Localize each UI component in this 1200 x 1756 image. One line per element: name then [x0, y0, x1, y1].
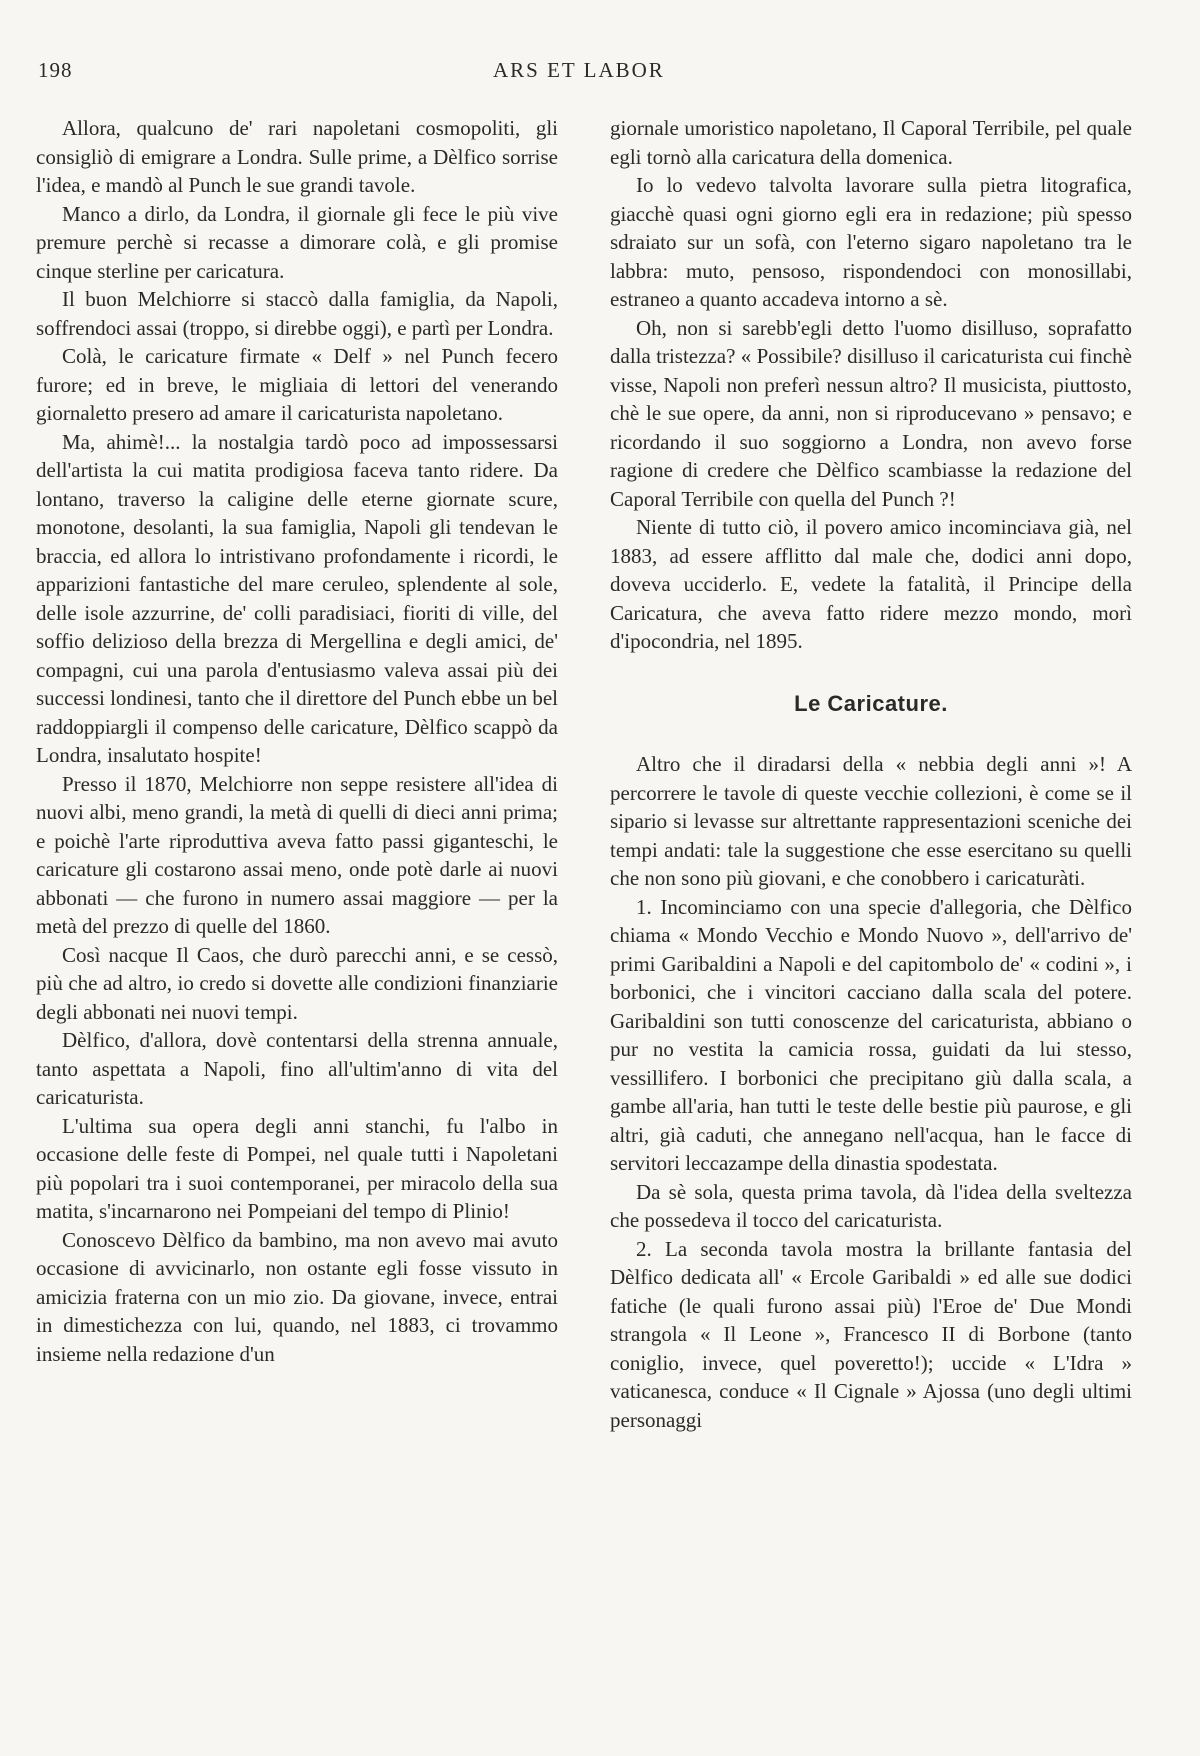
paragraph: Manco a dirlo, da Londra, il giornale gli fece le più vive premure perchè si recasse a dimorare colà, e gli promise cinque sterline per caricatura. [36, 201, 558, 283]
running-head [38, 58, 1160, 88]
paragraph: Dèlfico, d'allora, dovè contentarsi della strenna annuale, tanto aspettata a Napoli, fino all'ultim'anno di vita del caricaturista. [36, 1028, 558, 1109]
paragraph: Così nacque Il Caos, che durò parecchi anni, e se cessò, più che ad altro, io credo si dovette alle condizioni finanziarie degli abbonati nei nuovi tempi. [36, 942, 558, 1024]
paragraph: Da sè sola, questa prima tavola, dà l'idea della sveltezza che possedeva il tocco del caricaturista. [610, 1179, 1132, 1232]
paragraph: Io lo vedevo talvolta lavorare sulla pietra litografica, giacchè quasi ogni giorno egli era in redazione; più spesso sdraiato sur un sofà, con l'eterno sigaro napoletano tra le labbra: muto, pensoso, rispondendoci con monosillabi, estraneo a quanto accadeva intorno a sè. [610, 173, 1132, 311]
paragraph: Altro che il diradarsi della « nebbia degli anni »! A percorrere le tavole di queste vecchie collezioni, è come se il sipario si levasse sur altrettante rappresentazioni sceniche dei tempi andati: tale la suggestione che esse esercitano su quelli che non sono più giovani, e che conobbero i caricaturàti. [610, 752, 1132, 890]
paragraph: Il buon Melchiorre si staccò dalla famiglia, da Napoli, soffrendoci assai (troppo, si direbbe oggi), e partì per Londra. [36, 287, 558, 340]
section-title: Le Caricature. [794, 690, 948, 716]
paragraph: 1. Incominciamo con una specie d'allegoria, che Dèlfico chiama « Mondo Vecchio e Mondo Nuovo », dell'arrivo de' primi Garibaldini a Napoli e del capitombolo de' « codini », i borbonici, che i vincitori cacciano dalla scala del potere. Garibaldini son tutti conoscenze del caricaturista, abbiano o pur no vestita la camicia rossa, guidati da lui stesso, vessillifero. I borbonici che precipitano giù dalla scala, a gambe all'aria, han tutti le teste delle bestie più paurose, e gli altri, già caduti, che annegano nell'acqua, han le facce di servitori leccazampe della dinastia spodestata. [610, 894, 1132, 1175]
paragraph: Ma, ahimè!... la nostalgia tardò poco ad impossessarsi dell'artista la cui matita prodigiosa faceva tanto ridere. Da lontano, traverso la caligine delle eterne giornate scure, monotone, desolanti, la sua famiglia, Napoli gli tendevan le braccia, ed allora lo intristivano profondamente i ricordi, le apparizioni fantastiche del mare ceruleo, splendente al sole, delle isole azzurrine, de' colli paradisiaci, fioriti di ville, del soffio delizioso della brezza di Mergellina e degli amici, de' compagni, cui una parola d'entusiasmo valeva assai più dei successi londinesi, tanto che il direttore del Punch ebbe un bel raddoppiargli il compenso delle caricature, Dèlfico scappò da Londra, insalutato hospite! [36, 429, 558, 767]
paragraph: L'ultima sua opera degli anni stanchi, fu l'albo in occasione delle feste di Pompei, nel quale tutti i Napoletani più popolari tra i suoi contemporanei, per miracolo della sua matita, s'incarnarono nei Pompeiani del tempo di Plinio! [36, 1113, 558, 1223]
paragraph: Colà, le caricature firmate « Delf » nel Punch fecero furore; ed in breve, le migliaia di lettori del venerando giornaletto presero ad amare il caricaturista napoletano. [36, 344, 558, 425]
left-column [36, 114, 558, 1368]
paragraph: Oh, non si sarebb'egli detto l'uomo disilluso, soprafatto dalla tristezza? « Possibile? disilluso il caricaturista cui finchè visse, Napoli non preferì nessun altro? Il musicista, piuttosto, chè le sue opere, da anni, non si riproducevano » pensavo; e ricordando il suo soggiorno a Londra, non avevo forse ragione di credere che Dèlfico scambiasse la redazione del Caporal Terribile con quella del Punch ?! [610, 315, 1132, 511]
paragraph: Niente di tutto ciò, il povero amico incominciava già, nel 1883, ad essere afflitto dal male che, dodici anni dopo, doveva ucciderlo. E, vedete la fatalità, il Principe della Caricatura, che aveva fatto ridere mezzo mondo, morì d'ipocondria, nel 1895. [610, 515, 1132, 653]
page-number: 198 [38, 58, 73, 82]
journal-title: ARS ET LABOR [493, 58, 665, 82]
paragraph: 2. La seconda tavola mostra la brillante fantasia del Dèlfico dedicata all' « Ercole Garibaldi » ed alle sue dodici fatiche (le quali furono assai più) l'Eroe de' Due Mondi strangola « Il Leone », Francesco II di Borbone (tanto coniglio, invece, quel poveretto!); uccide « L'Idra » vaticanesca, conduce « Il Cignale » Ajossa (uno degli ultimi personaggi [610, 1236, 1132, 1432]
paragraph: Conoscevo Dèlfico da bambino, ma non avevo mai avuto occasione di avvicinarlo, non ostante egli fosse vissuto in amicizia fraterna con un mio zio. Da giovane, invece, entrai in dimestichezza con lui, quando, nel 1883, ci trovammo insieme nella redazione d'un [36, 1227, 558, 1366]
paragraph: Allora, qualcuno de' rari napoletani cosmopoliti, gli consigliò di emigrare a Londra. Sulle prime, a Dèlfico sorrise l'idea, e mandò al Punch le sue grandi tavole. [36, 116, 558, 197]
paragraph: Presso il 1870, Melchiorre non seppe resistere all'idea di nuovi albi, meno grandi, la metà di quelli di dieci anni prima; e poichè l'arte riproduttiva aveva fatto passi giganteschi, le caricature gli costarono assai meno, onde potè darle ai nuovi abbonati — che furono in numero assai maggiore — per la metà del prezzo di quelle del 1860. [36, 771, 558, 938]
paragraph: giornale umoristico napoletano, Il Caporal Terribile, pel quale egli tornò alla caricatura della domenica. [610, 116, 1132, 169]
right-column [610, 114, 1132, 1434]
